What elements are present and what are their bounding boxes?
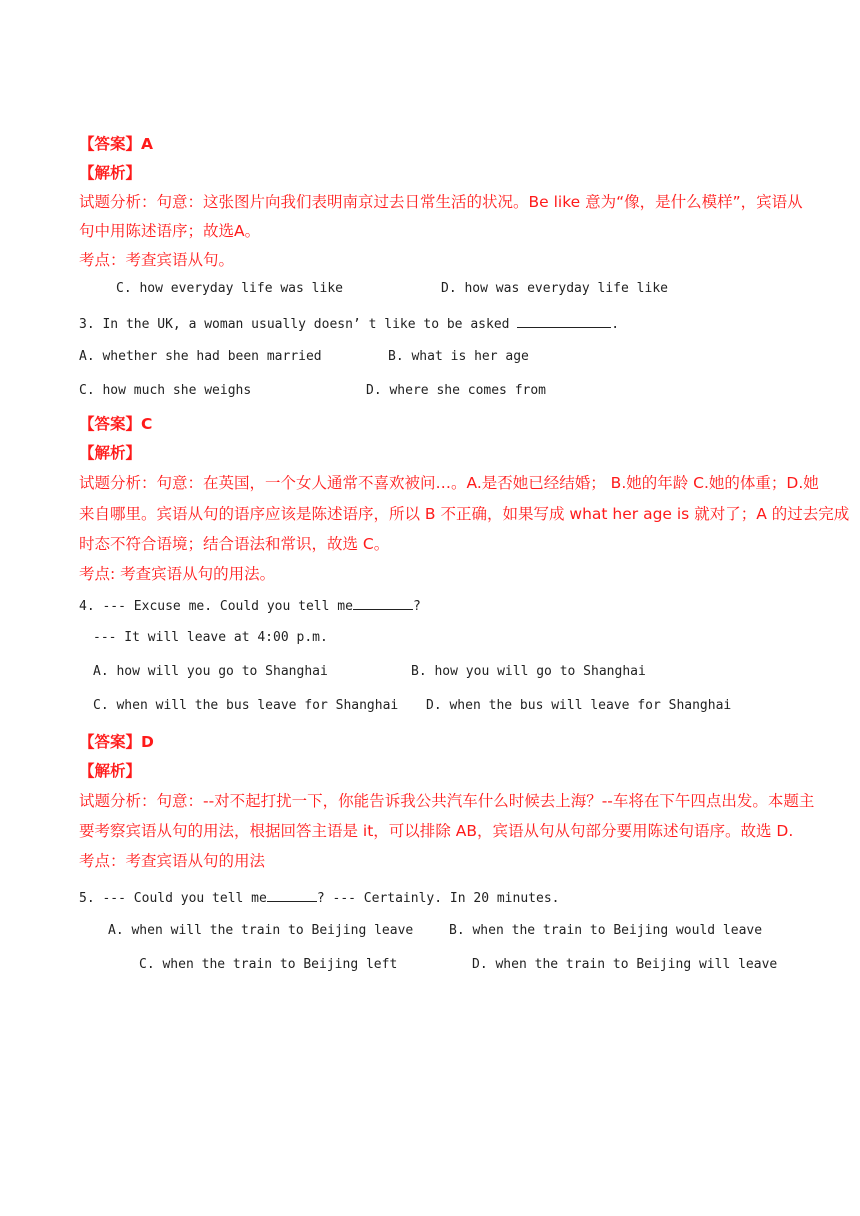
analysis-text: 试题分析：句意：在英国，一个女人通常不喜欢被问…。A.是否她已经结婚； B.她的年龄 C.她的体重；D.她 [79,474,819,492]
option-b: B. when the train to Beijing would leave [449,923,763,938]
option-b: B. what is her age [388,349,529,364]
answer-label: 【答案】C [79,415,153,433]
answer-blank [517,315,611,328]
option-a: A. whether she had been married [79,349,322,364]
analysis-label: 【解析】 [79,762,142,780]
stem-text: 5. --- Could you tell me [79,891,267,906]
analysis-text: 时态不符合语境；结合语法和常识，故选 C。 [79,535,390,553]
option-c: C. how much she weighs [79,383,252,398]
analysis-text: 句中用陈述语序；故选A。 [79,222,261,240]
option-c: C. when will the bus leave for Shanghai [93,698,399,713]
stem-end: . [611,317,620,332]
analysis-text: 来自哪里。宾语从句的语序应该是陈述语序，所以 B 不正确，如果写成 what her age is 就对了；A 的过去完成 [79,505,850,523]
option-b: B. how you will go to Shanghai [411,664,646,679]
option-d: D. where she comes from [366,383,547,398]
question-stem [79,889,559,906]
answer-label: 【答案】A [79,135,153,153]
analysis-text: 试题分析：句意：这张图片向我们表明南京过去日常生活的状况。Be like 意为“像，是什么模样”，宾语从 [79,193,803,211]
stem-end: ? --- Certainly. In 20 minutes. [316,891,560,906]
option-c: C. when the train to Beijing left [139,957,398,972]
option-a: A. when will the train to Beijing leave [108,923,414,938]
option-c: C. how everyday life was like [116,281,343,296]
analysis-label: 【解析】 [79,164,142,182]
answer-blank [267,889,317,902]
analysis-label: 【解析】 [79,444,142,462]
question-stem [79,597,421,614]
kaodian-text: 考点：考查宾语从句。 [79,251,235,269]
analysis-text: 要考察宾语从句的用法，根据回答主语是 it，可以排除 AB，宾语从句从句部分要用陈述句语序。故选 D. [79,822,794,840]
kaodian-text: 考点: 考查宾语从句的用法。 [79,565,276,583]
analysis-text: 试题分析：句意：--对不起打扰一下，你能告诉我公共汽车什么时候去上海？--车将在下午四点出发。本题主 [79,792,815,810]
option-d: D. when the train to Beijing will leave [472,957,778,972]
stem-text: 4. --- Excuse me. Could you tell me [79,599,353,614]
option-a: A. how will you go to Shanghai [93,664,328,679]
option-d: D. when the bus will leave for Shanghai [426,698,732,713]
stem-text: 3. In the UK, a woman usually doesn’ t like to be asked [79,317,510,332]
answer-label: 【答案】D [79,733,154,751]
question-stem [79,315,619,332]
reply-text: --- It will leave at 4:00 p.m. [93,630,328,645]
kaodian-text: 考点：考查宾语从句的用法 [79,852,266,870]
answer-blank [353,597,413,610]
option-d: D. how was everyday life like [441,281,668,296]
stem-end: ? [412,599,421,614]
